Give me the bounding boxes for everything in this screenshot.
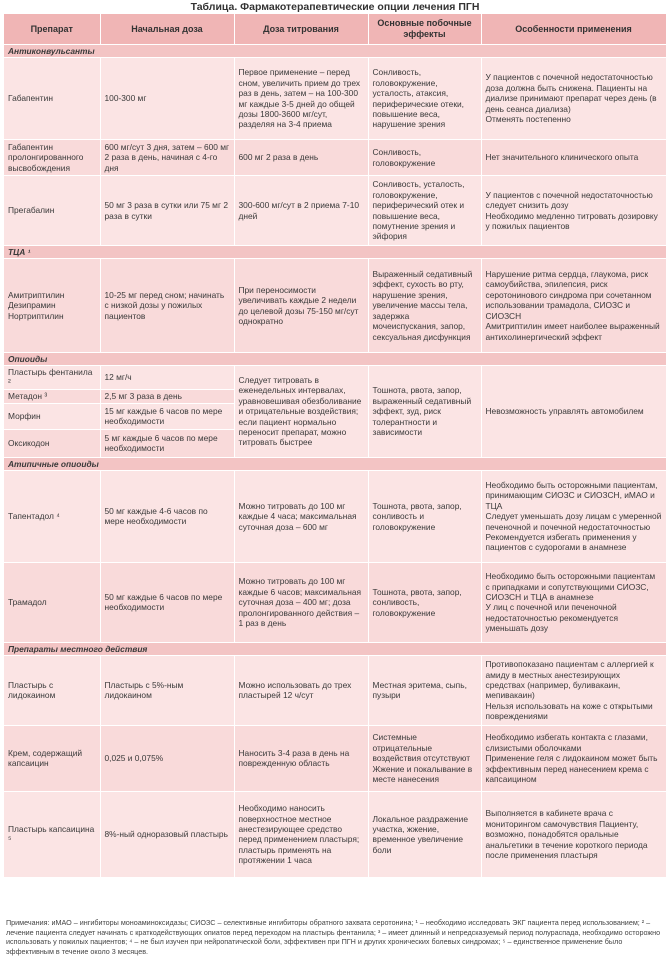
drug-cell: Пластырь с лидокаином <box>4 655 100 725</box>
start-dose-cell: Пластырь с 5%-ным лидокаином <box>100 655 234 725</box>
drug-cell: Метадон ³ <box>4 389 100 403</box>
table-row <box>4 176 666 246</box>
category-row <box>4 353 666 366</box>
notes-cell: У пациентов с почечной недостаточностью следует снизить дозу Необходимо медленно титровать дозировку у пожилых пациентов <box>481 176 666 246</box>
start-dose-cell: 12 мг/ч <box>100 366 234 390</box>
table-title: Таблица. Фармакотерапевтические опции лечения ПГН <box>190 1 480 13</box>
category-atypical-opioids: Атипичные опиоиды <box>4 457 666 470</box>
table-row <box>4 791 666 877</box>
notes-cell: Необходимо быть осторожными пациентам с припадками и сопутствующими СИОЗС, СИОЗСН и ТЦА в анамнезе У лиц с почечной или печеночной недостаточностью рекомендуется уменьшать дозу <box>481 562 666 642</box>
category-row <box>4 457 666 470</box>
category-tca: ТЦА ¹ <box>4 246 666 259</box>
drug-cell: Амитриптилин Дезипрамин Нортриптилин <box>4 259 100 353</box>
side-effects-cell: Локальное раздражение участка, жжение, временное увеличение боли <box>368 791 481 877</box>
notes-cell: Невозможность управлять автомобилем <box>481 366 666 458</box>
start-dose-cell: 0,025 и 0,075% <box>100 725 234 791</box>
notes-cell: Противопоказано пациентам с аллергией к амиду в местных анестезирующих средствах (например, буливакаин, мепивакаин) Нельзя использовать на коже с открытыми повреждениями <box>481 655 666 725</box>
side-effects-cell: Сонливость, усталость, головокружение, периферический отек и повышение веса, помутнение зрения и эйфория <box>368 176 481 246</box>
side-effects-cell: Сонливость, головокружение <box>368 140 481 176</box>
titration-cell: Можно титровать до 100 мг каждые 4 часа; максимальная суточная доза – 600 мг <box>234 470 368 562</box>
drug-cell: Габапентин <box>4 58 100 140</box>
header-titration: Доза титрования <box>234 14 368 45</box>
start-dose-cell: 100-300 мг <box>100 58 234 140</box>
start-dose-cell: 5 мг каждые 6 часов по мере необходимости <box>100 429 234 457</box>
side-effects-cell: Системные отрицательные воздействия отсутствуют Жжение и покалывание в месте нанесения <box>368 725 481 791</box>
category-row <box>4 45 666 58</box>
notes-cell: Нарушение ритма сердца, глаукома, риск самоубийства, эпилепсия, риск серотонинового синдрома при сочетанном использовании трамадола, СИОЗС и СИОЗСН Амитриптилин имеет наиболее выраженный антихолинергический эффект <box>481 259 666 353</box>
side-effects-cell: Тошнота, рвота, запор, выраженный седативный эффект, зуд, риск толерантности и зависимости <box>368 366 481 458</box>
category-opioids: Опиоиды <box>4 353 666 366</box>
titration-cell: Можно использовать до трех пластырей 12 ч/сут <box>234 655 368 725</box>
notes-cell: Необходимо быть осторожными пациентам, принимающим СИОЗС и СИОЗСН, иМАО и ТЦА Следует уменьшать дозу лицам с умеренной печеночной и почечной недостаточностью Рекомендуется избегать применения у пациентов с судорогами в анамнезе <box>481 470 666 562</box>
table-row <box>4 366 666 390</box>
start-dose-cell: 2,5 мг 3 раза в день <box>100 389 234 403</box>
side-effects-cell: Выраженный седативный эффект, сухость во рту, нарушение зрения, увеличение массы тела, задержка мочеиспускания, запор, сексуальная дисфункция <box>368 259 481 353</box>
drug-cell: Трамадол <box>4 562 100 642</box>
side-effects-cell: Местная эритема, сыпь, пузыри <box>368 655 481 725</box>
start-dose-cell: 8%-ный одноразовый пластырь <box>100 791 234 877</box>
header-row <box>4 14 666 45</box>
side-effects-cell: Тошнота, рвота, запор, сонливость, головокружение <box>368 562 481 642</box>
table-row <box>4 58 666 140</box>
start-dose-cell: 10-25 мг перед сном; начинать с низкой дозы у пожилых пациентов <box>100 259 234 353</box>
start-dose-cell: 15 мг каждые 6 часов по мере необходимости <box>100 403 234 429</box>
titration-cell: Первое применение – перед сном, увеличить прием до трех раз в день, затем – на 100-300 мг каждые 3-5 дней до общей дозы 1800-3600 мг/сут, разделяя на 3-4 приема <box>234 58 368 140</box>
titration-cell: При переносимости увеличивать каждые 2 недели до целевой дозы 75-150 мг/сут однократно <box>234 259 368 353</box>
drug-cell: Пластырь капсаицина ⁵ <box>4 791 100 877</box>
footnote: Примечания: иМАО – ингибиторы моноаминоксидазы; СИОЗС – селективные ингибиторы обратного захвата серотонина; ¹ – необходимо исследовать ЭКГ пациента перед использованием; ² – лечение пациента следует начинать с краткодействующих опиатов перед переходом на пластырь фентанила; ³ – имеет длинный и непредсказуемый период полураспада, необходимо осторожно использовать у пожилых пациентов; ⁴ – не был изучен при нейропатической боли, эффективен при ПГН и других хронических болевых синдромах; ⁵ – единственное применение было эффективным в течение около 3 месяцев. <box>6 918 661 956</box>
header-notes: Особенности применения <box>481 14 666 45</box>
header-drug: Препарат <box>4 14 100 45</box>
table-row <box>4 655 666 725</box>
titration-cell: Необходимо наносить поверхностное местное анестезирующее средство перед применением пластыря; пластырь применять на протяжении 1 часа <box>234 791 368 877</box>
notes-cell: Нет значительного клинического опыта <box>481 140 666 176</box>
table-row <box>4 725 666 791</box>
table-row <box>4 470 666 562</box>
category-anticonvulsants: Антиконвульсанты <box>4 45 666 58</box>
titration-cell: Следует титровать в еженедельных интервалах, уравновешивая обезболивание и отрицательные воздействия; если пациент нормально переносит препарат, можно титровать быстрее <box>234 366 368 458</box>
titration-cell: Наносить 3-4 раза в день на поврежденную область <box>234 725 368 791</box>
drug-cell: Оксикодон <box>4 429 100 457</box>
drug-cell: Морфин <box>4 403 100 429</box>
table-row <box>4 140 666 176</box>
table-row <box>4 259 666 353</box>
start-dose-cell: 600 мг/сут 3 дня, затем – 600 мг 2 раза в день, начиная с 4-го дня <box>100 140 234 176</box>
side-effects-cell: Сонливость, головокружение, усталость, атаксия, периферические отеки, повышение веса, нарушение зрения <box>368 58 481 140</box>
category-row <box>4 642 666 655</box>
category-row <box>4 246 666 259</box>
drug-cell: Габапентин пролонгированного высвобождения <box>4 140 100 176</box>
category-topical: Препараты местного действия <box>4 642 666 655</box>
titration-cell: Можно титровать до 100 мг каждые 6 часов; максимальная суточная доза – 400 мг; доза пролонгированного действия – 1 раз в день <box>234 562 368 642</box>
start-dose-cell: 50 мг каждые 6 часов по мере необходимости <box>100 562 234 642</box>
header-side-effects: Основные побочные эффекты <box>368 14 481 45</box>
notes-cell: Необходимо избегать контакта с глазами, слизистыми оболочками Применение геля с лидокаином может быть эффективным перед нанесением крема с капсаицином <box>481 725 666 791</box>
notes-cell: У пациентов с почечной недостаточностью доза должна быть снижена. Пациенты на диализе принимают препарат через день (в день сеанса диализа) Отменять постепенно <box>481 58 666 140</box>
start-dose-cell: 50 мг каждые 4-6 часов по мере необходимости <box>100 470 234 562</box>
side-effects-cell: Тошнота, рвота, запор, сонливость и головокружение <box>368 470 481 562</box>
drug-cell: Крем, содержащий капсаицин <box>4 725 100 791</box>
start-dose-cell: 50 мг 3 раза в сутки или 75 мг 2 раза в сутки <box>100 176 234 246</box>
drug-cell: Пластырь фентанила ² <box>4 366 100 390</box>
treatment-table <box>4 14 667 878</box>
header-start-dose: Начальная доза <box>100 14 234 45</box>
drug-cell: Тапентадол ⁴ <box>4 470 100 562</box>
notes-cell: Выполняется в кабинете врача с мониторингом самочувствия Пациенту, возможно, понадобятся оральные анальгетики в течение короткого периода после применения пластыря <box>481 791 666 877</box>
table-row <box>4 562 666 642</box>
titration-cell: 600 мг 2 раза в день <box>234 140 368 176</box>
titration-cell: 300-600 мг/сут в 2 приема 7-10 дней <box>234 176 368 246</box>
drug-cell: Прегабалин <box>4 176 100 246</box>
